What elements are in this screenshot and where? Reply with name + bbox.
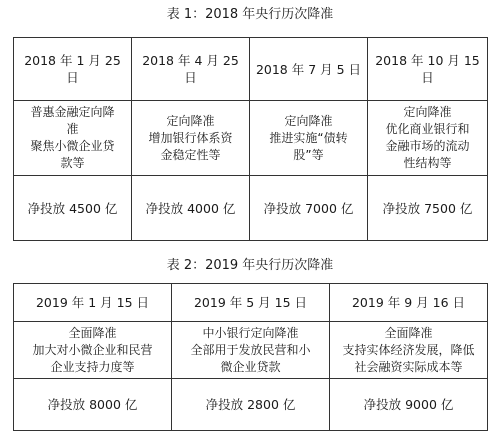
- date-cell: 2019 年 5 月 15 日: [172, 284, 330, 322]
- table-2019-rrr-cuts: [13, 283, 488, 431]
- amount-cell: 净投放 7500 亿: [368, 176, 488, 241]
- policy-line: 定向降准: [284, 113, 333, 128]
- date-cell: 2018 年 7 月 5 日: [250, 38, 368, 101]
- table-row-amounts: [14, 176, 488, 241]
- amount-cell: 净投放 8000 亿: [14, 379, 172, 431]
- date-cell: 2019 年 1 月 15 日: [14, 284, 172, 322]
- policy-line: 全部用于发放民营和小: [190, 342, 311, 357]
- policy-line: 加大对小微企业和民营: [32, 342, 153, 357]
- amount-cell: 净投放 4500 亿: [14, 176, 132, 241]
- table1-caption: 表 1：2018 年央行历次降准: [166, 7, 334, 22]
- policy-cell: [14, 322, 172, 379]
- policy-line: 全面降准: [384, 325, 433, 340]
- policy-line: 金融市场的流动: [385, 139, 470, 153]
- policy-cell: [132, 101, 250, 176]
- policy-cell: [330, 322, 488, 379]
- policy-line: 聚焦小微企业贷: [30, 139, 115, 153]
- policy-line: 中小银行定向降准: [202, 325, 299, 340]
- table2-caption: 表 2：2019 年央行历次降准: [166, 258, 334, 273]
- policy-line: 普惠金融定向降: [30, 105, 115, 119]
- policy-line: 支持实体经济发展，降低: [342, 342, 475, 357]
- policy-cell: [250, 101, 368, 176]
- policy-line: 定向降准: [166, 113, 215, 128]
- policy-line: 款等: [60, 156, 85, 170]
- policy-cell: [172, 322, 330, 379]
- policy-line: 定向降准: [403, 105, 452, 119]
- amount-cell: 净投放 7000 亿: [250, 176, 368, 241]
- policy-line: 准: [66, 122, 79, 136]
- date-cell: 2018 年 1 月 25 日: [14, 38, 132, 101]
- amount-cell: 净投放 2800 亿: [172, 379, 330, 431]
- policy-line: 增加银行体系资: [148, 130, 233, 145]
- policy-cell: [14, 101, 132, 176]
- policy-line: 企业支持力度等: [50, 359, 135, 374]
- amount-cell: 净投放 4000 亿: [132, 176, 250, 241]
- policy-cell: [368, 101, 488, 176]
- policy-line: 优化商业银行和: [385, 122, 470, 136]
- policy-line: 推进实施“债转: [269, 130, 348, 145]
- amount-cell: 净投放 9000 亿: [330, 379, 488, 431]
- policy-line: 股”等: [293, 147, 324, 162]
- table-row-policies: [14, 322, 488, 379]
- policy-line: 微企业贷款: [220, 359, 281, 374]
- table-row-dates: [14, 284, 488, 322]
- table-2018-rrr-cuts: [13, 37, 488, 241]
- date-cell: 2018 年 4 月 25 日: [132, 38, 250, 101]
- table-row-policies: [14, 101, 488, 176]
- policy-line: 社会融资实际成本等: [354, 359, 463, 374]
- date-cell: 2019 年 9 月 16 日: [330, 284, 488, 322]
- policy-line: 金稳定性等: [160, 147, 221, 162]
- table-row-amounts: [14, 379, 488, 431]
- policy-line: 性结构等: [403, 156, 452, 170]
- table-row-dates: [14, 38, 488, 101]
- policy-line: 全面降准: [68, 325, 117, 340]
- date-cell: 2018 年 10 月 15 日: [368, 38, 488, 101]
